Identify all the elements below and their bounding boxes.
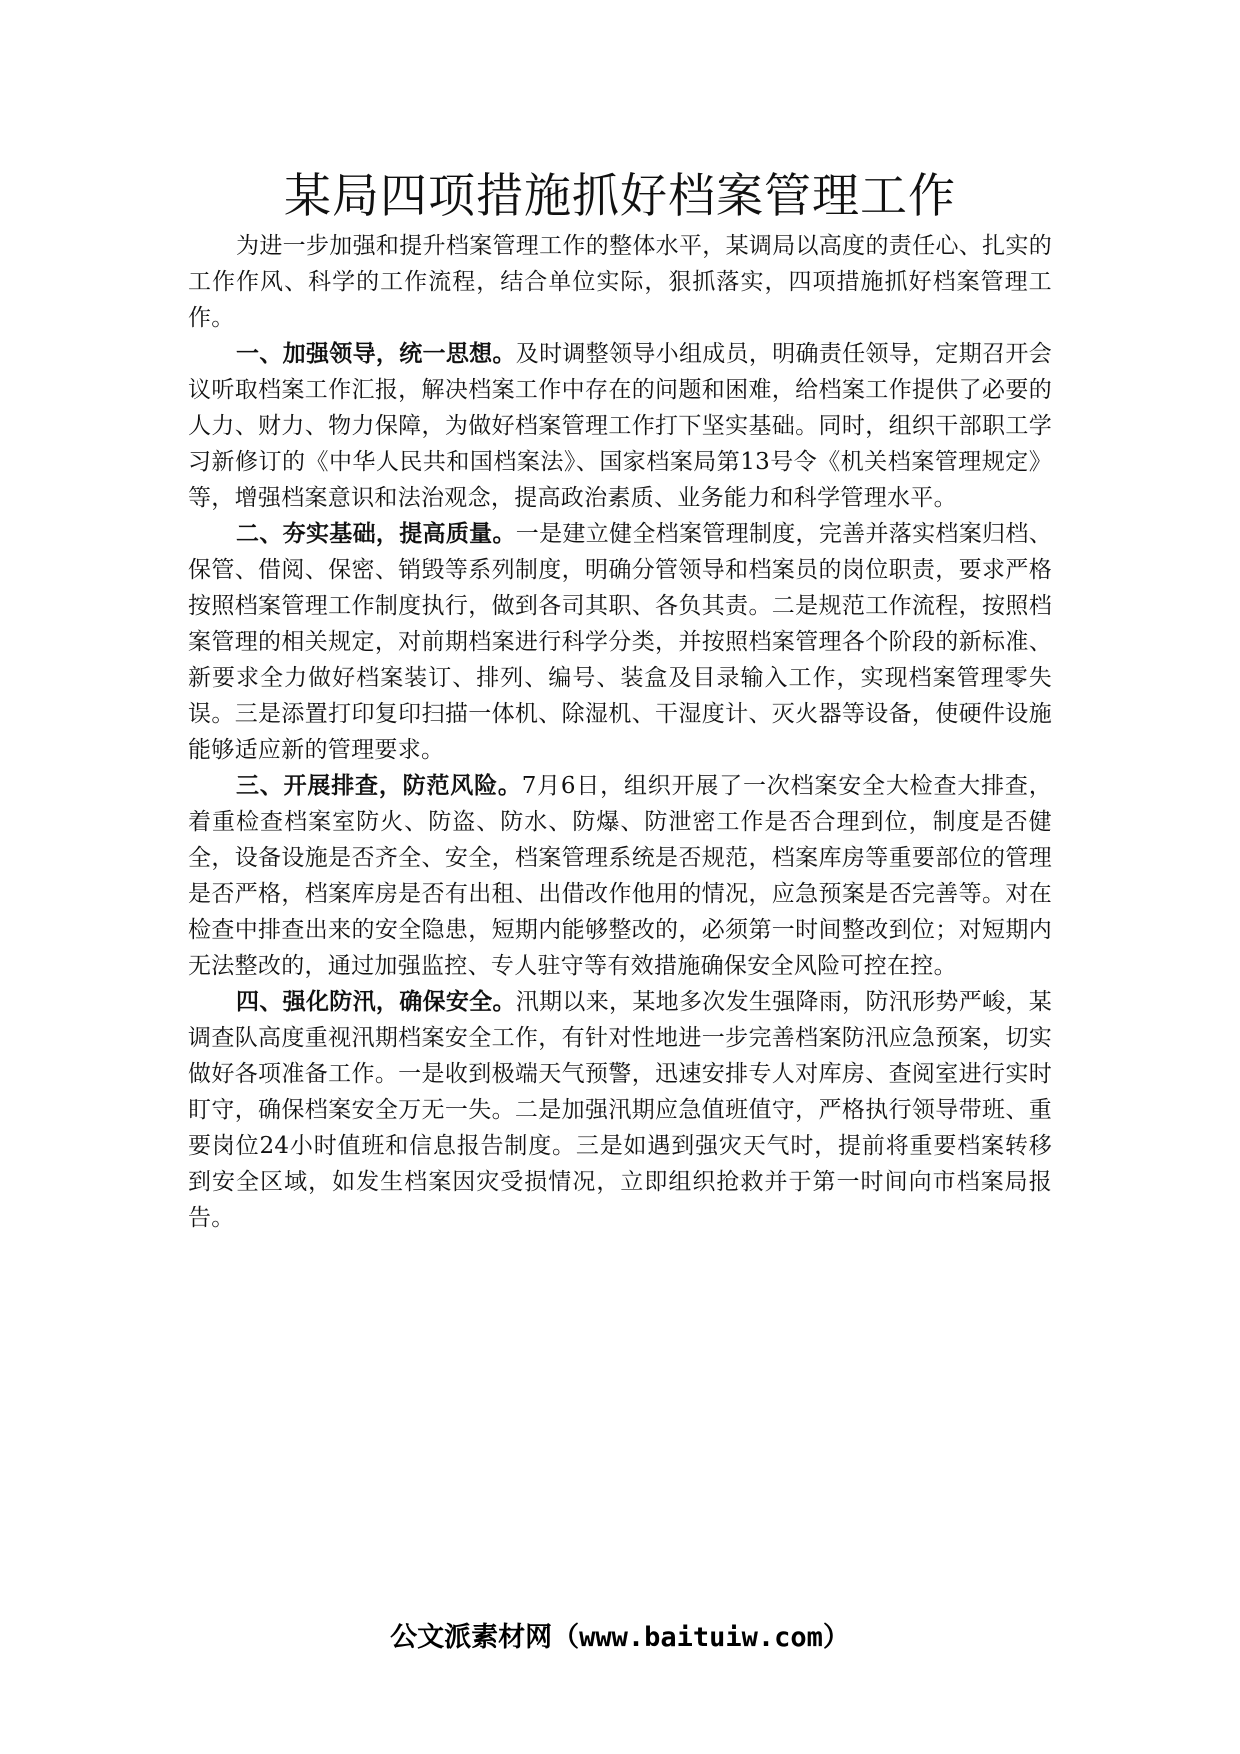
section-text-1: 及时调整领导小组成员，明确责任领导，定期召开会议听取档案工作汇报，解决档案工作中存在的问题和困难，给档案工作提供了必要的人力、财力、物力保障，为做好档案管理工作打下坚实基础。同时，组织干部职工学习新修订的《中华人民共和国档案法》、国家档案局第13号令《机关档案管理规定》等，增强档案意识和法治观念，提高政治素质、业务能力和科学管理水平。 [188,341,1052,511]
section-paragraph-1 [188,336,1052,516]
section-heading-2: 二、夯实基础，提高质量。 [236,520,516,547]
section-paragraph-4 [188,984,1052,1236]
document-body [188,228,1052,1236]
section-paragraph-3 [188,768,1052,984]
footer-source: 公文派素材网（www.baituiw.com） [390,1622,850,1653]
section-heading-4: 四、强化防汛，确保安全。 [236,988,516,1015]
section-heading-3: 三、开展排查，防范风险。 [236,772,522,799]
section-heading-1: 一、加强领导，统一思想。 [236,340,516,367]
section-text-2: 一是建立健全档案管理制度，完善并落实档案归档、保管、借阅、保密、销毁等系列制度，明确分管领导和档案员的岗位职责，要求严格按照档案管理工作制度执行，做到各司其职、各负其责。二是规范工作流程，按照档案管理的相关规定，对前期档案进行科学分类，并按照档案管理各个阶段的新标准、新要求全力做好档案装订、排列、编号、装盒及目录输入工作，实现档案管理零失误。三是添置打印复印扫描一体机、除湿机、干湿度计、灭火器等设备，使硬件设施能够适应新的管理要求。 [188,521,1052,763]
section-text-3: 7月6日，组织开展了一次档案安全大检查大排查，着重检查档案室防火、防盗、防水、防爆、防泄密工作是否合理到位，制度是否健全，设备设施是否齐全、安全，档案管理系统是否规范，档案库房等重要部位的管理是否严格，档案库房是否有出租、出借改作他用的情况，应急预案是否完善等。对在检查中排查出来的安全隐患，短期内能够整改的，必须第一时间整改到位；对短期内无法整改的，通过加强监控、专人驻守等有效措施确保安全风险可控在控。 [188,773,1052,979]
intro-paragraph: 为进一步加强和提升档案管理工作的整体水平，某调局以高度的责任心、扎实的工作作风、科学的工作流程，结合单位实际，狠抓落实，四项措施抓好档案管理工作。 [188,233,1052,331]
section-paragraph-2 [188,516,1052,768]
section-text-4: 汛期以来，某地多次发生强降雨，防汛形势严峻，某调查队高度重视汛期档案安全工作，有针对性地进一步完善档案防汛应急预案，切实做好各项准备工作。一是收到极端天气预警，迅速安排专人对库房、查阅室进行实时盯守，确保档案安全万无一失。二是加强汛期应急值班值守，严格执行领导带班、重要岗位24小时值班和信息报告制度。三是如遇到强灾天气时，提前将重要档案转移到安全区域，如发生档案因灾受损情况，立即组织抢救并于第一时间向市档案局报告。 [188,989,1052,1231]
document-title: 某局四项措施抓好档案管理工作 [284,169,956,224]
